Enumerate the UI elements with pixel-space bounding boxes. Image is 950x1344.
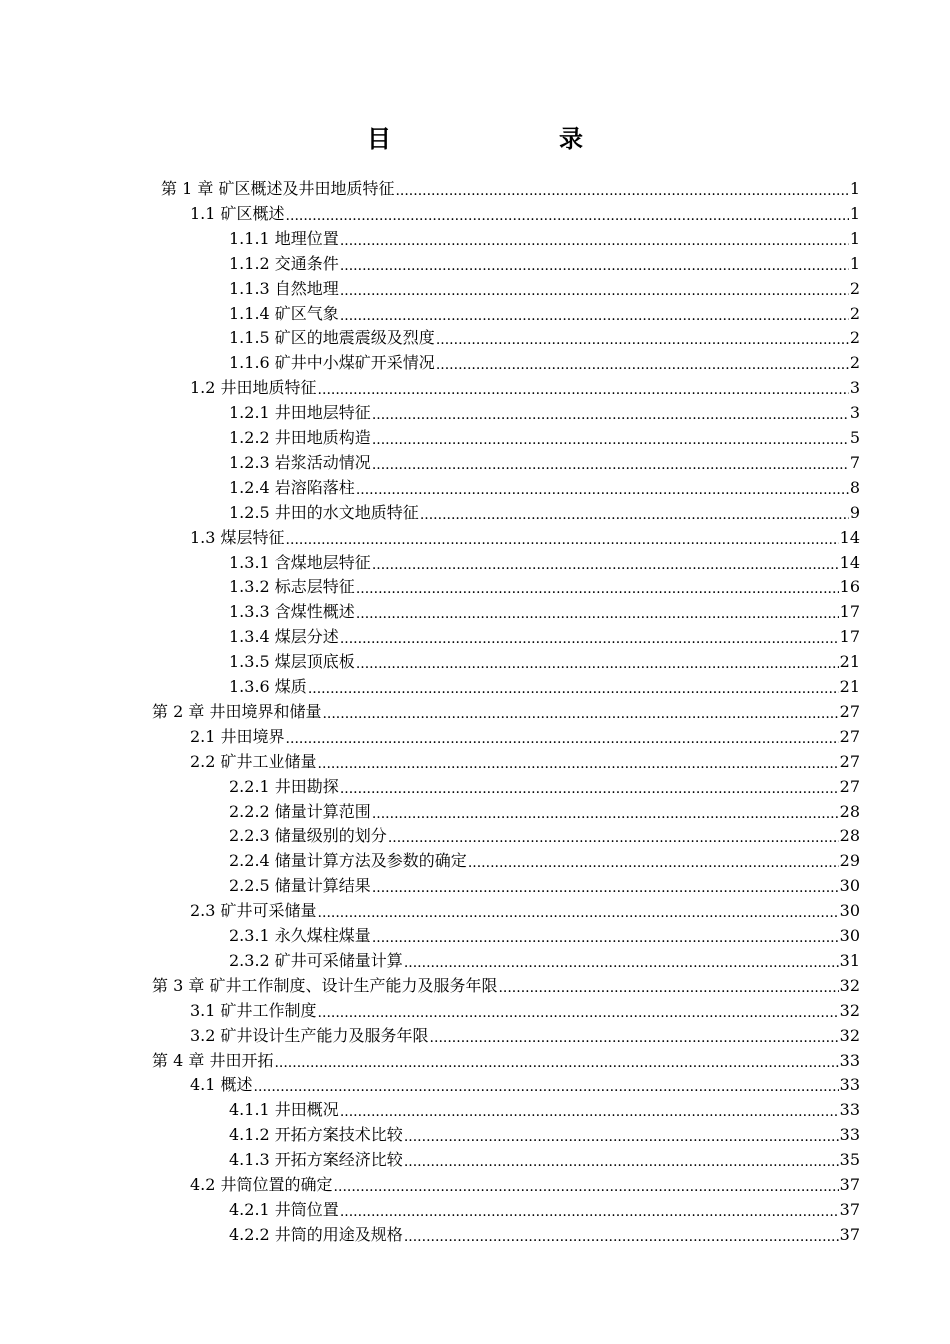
toc-entry-label: 2.3 矿井可采储量 bbox=[190, 901, 317, 920]
toc-entry[interactable] bbox=[229, 399, 860, 424]
toc-dot-leader bbox=[372, 925, 839, 947]
toc-entry-label: 1.2 井田地质特征 bbox=[190, 378, 317, 397]
toc-entry-label: 2.1 井田境界 bbox=[190, 727, 285, 746]
toc-entry[interactable] bbox=[229, 449, 860, 474]
toc-entry-label: 4.2 井筒位置的确定 bbox=[190, 1175, 333, 1194]
toc-entry-page-number: 35 bbox=[839, 1150, 860, 1169]
toc-entry-page-number: 3 bbox=[849, 403, 860, 422]
toc-entry-label: 1.3.2 标志层特征 bbox=[229, 577, 355, 596]
toc-entry-page-number: 1 bbox=[849, 204, 860, 223]
toc-entry[interactable] bbox=[229, 798, 860, 823]
toc-entry-label: 4.1.3 开拓方案经济比较 bbox=[229, 1150, 403, 1169]
toc-entry[interactable] bbox=[190, 997, 860, 1022]
toc-entry-label: 1.3.4 煤层分述 bbox=[229, 627, 339, 646]
toc-entry[interactable] bbox=[229, 847, 860, 872]
toc-dot-leader bbox=[340, 1099, 839, 1121]
toc-entry[interactable] bbox=[229, 922, 860, 947]
toc-entry[interactable] bbox=[152, 698, 860, 723]
toc-entry-label: 2.2.4 储量计算方法及参数的确定 bbox=[229, 851, 467, 870]
toc-entry-label: 1.2.2 井田地质构造 bbox=[229, 428, 371, 447]
toc-entry[interactable] bbox=[229, 300, 860, 325]
toc-dot-leader bbox=[372, 452, 849, 474]
toc-entry-page-number: 30 bbox=[839, 926, 860, 945]
toc-dot-leader bbox=[356, 651, 839, 673]
toc-dot-leader bbox=[420, 502, 849, 524]
toc-entry[interactable] bbox=[161, 175, 860, 200]
toc-entry[interactable] bbox=[229, 598, 860, 623]
toc-entry[interactable] bbox=[229, 499, 860, 524]
toc-entry-page-number: 27 bbox=[839, 752, 860, 771]
toc-entry-page-number: 30 bbox=[839, 876, 860, 895]
toc-dot-leader bbox=[430, 1025, 839, 1047]
toc-dot-leader bbox=[372, 801, 839, 823]
toc-dot-leader bbox=[372, 552, 839, 574]
toc-entry-page-number: 27 bbox=[839, 777, 860, 796]
toc-dot-leader bbox=[340, 253, 849, 275]
toc-entry-page-number: 14 bbox=[839, 553, 860, 572]
toc-dot-leader bbox=[356, 601, 839, 623]
toc-entry-page-number: 32 bbox=[839, 1001, 860, 1020]
toc-entry-label: 2.2 矿井工业储量 bbox=[190, 752, 317, 771]
toc-entry-page-number: 29 bbox=[839, 851, 860, 870]
toc-entry-page-number: 33 bbox=[839, 1075, 860, 1094]
toc-entry[interactable] bbox=[190, 1071, 860, 1096]
toc-entry-page-number: 28 bbox=[839, 802, 860, 821]
toc-dot-leader bbox=[404, 1124, 839, 1146]
toc-dot-leader bbox=[254, 1074, 839, 1096]
page-title: 目 录 bbox=[367, 125, 623, 153]
toc-entry-label: 1.2.4 岩溶陷落柱 bbox=[229, 478, 355, 497]
toc-entry-page-number: 21 bbox=[839, 652, 860, 671]
toc-entry-label: 第 1 章 矿区概述及井田地质特征 bbox=[161, 179, 395, 198]
toc-entry-page-number: 2 bbox=[849, 353, 860, 372]
toc-entry-page-number: 33 bbox=[839, 1125, 860, 1144]
toc-dot-leader bbox=[356, 477, 849, 499]
toc-dot-leader bbox=[404, 950, 839, 972]
toc-entry-page-number: 28 bbox=[839, 826, 860, 845]
toc-dot-leader bbox=[436, 352, 849, 374]
toc-dot-leader bbox=[334, 1174, 839, 1196]
toc-entry-label: 1.2.3 岩浆活动情况 bbox=[229, 453, 371, 472]
toc-entry-page-number: 30 bbox=[839, 901, 860, 920]
toc-dot-leader bbox=[318, 900, 839, 922]
toc-entry-page-number: 27 bbox=[839, 727, 860, 746]
toc-entry-label: 4.2.2 井筒的用途及规格 bbox=[229, 1225, 403, 1244]
toc-entry[interactable] bbox=[229, 822, 860, 847]
toc-entry-label: 2.2.5 储量计算结果 bbox=[229, 876, 371, 895]
toc-entry[interactable] bbox=[190, 200, 860, 225]
toc-entry[interactable] bbox=[190, 374, 860, 399]
toc-dot-leader bbox=[388, 825, 839, 847]
toc-entry[interactable] bbox=[229, 275, 860, 300]
toc-dot-leader bbox=[340, 303, 849, 325]
toc-dot-leader bbox=[340, 626, 839, 648]
toc-entry-label: 1.3.5 煤层顶底板 bbox=[229, 652, 355, 671]
toc-entry-page-number: 37 bbox=[839, 1225, 860, 1244]
toc-entry-label: 1.3.3 含煤性概述 bbox=[229, 602, 355, 621]
toc-entry[interactable] bbox=[229, 872, 860, 897]
toc-dot-leader bbox=[340, 776, 839, 798]
toc-entry-page-number: 37 bbox=[839, 1175, 860, 1194]
toc-entry[interactable] bbox=[229, 549, 860, 574]
toc-entry-page-number: 17 bbox=[839, 627, 860, 646]
toc-dot-leader bbox=[286, 726, 839, 748]
toc-entry-page-number: 14 bbox=[839, 528, 860, 547]
toc-entry[interactable] bbox=[229, 424, 860, 449]
toc-dot-leader bbox=[340, 228, 849, 250]
toc-dot-leader bbox=[372, 427, 849, 449]
toc-entry-page-number: 2 bbox=[849, 304, 860, 323]
toc-entry-label: 1.1.2 交通条件 bbox=[229, 254, 339, 273]
toc-entry[interactable] bbox=[229, 573, 860, 598]
toc-entry[interactable] bbox=[190, 897, 860, 922]
toc-entry[interactable] bbox=[229, 474, 860, 499]
toc-entry-label: 第 3 章 矿井工作制度、设计生产能力及服务年限 bbox=[152, 976, 498, 995]
toc-entry-page-number: 21 bbox=[839, 677, 860, 696]
toc-entry[interactable] bbox=[229, 1196, 860, 1221]
toc-dot-leader bbox=[468, 850, 839, 872]
toc-dot-leader bbox=[404, 1224, 839, 1246]
toc-entry-page-number: 37 bbox=[839, 1200, 860, 1219]
toc-entry-page-number: 27 bbox=[839, 702, 860, 721]
toc-entry-page-number: 1 bbox=[849, 179, 860, 198]
toc-dot-leader bbox=[274, 1050, 838, 1072]
toc-entry-label: 2.2.2 储量计算范围 bbox=[229, 802, 371, 821]
toc-entry[interactable] bbox=[229, 225, 860, 250]
toc-entry-label: 3.2 矿井设计生产能力及服务年限 bbox=[190, 1026, 429, 1045]
toc-entry-label: 1.3 煤层特征 bbox=[190, 528, 285, 547]
toc-entry-label: 3.1 矿井工作制度 bbox=[190, 1001, 317, 1020]
toc-entry-label: 1.1.5 矿区的地震震级及烈度 bbox=[229, 328, 435, 347]
toc-entry-page-number: 31 bbox=[839, 951, 860, 970]
toc-entry-page-number: 16 bbox=[839, 577, 860, 596]
toc-entry-page-number: 2 bbox=[849, 328, 860, 347]
toc-entry[interactable] bbox=[229, 947, 860, 972]
toc-entry[interactable] bbox=[229, 1221, 860, 1246]
toc-entry[interactable] bbox=[229, 1146, 860, 1171]
toc-entry[interactable] bbox=[229, 1096, 860, 1121]
toc-entry-page-number: 9 bbox=[849, 503, 860, 522]
toc-entry[interactable] bbox=[229, 673, 860, 698]
toc-entry-page-number: 3 bbox=[849, 378, 860, 397]
toc-entry-page-number: 32 bbox=[839, 976, 860, 995]
toc-dot-leader bbox=[436, 327, 849, 349]
toc-dot-leader bbox=[356, 576, 839, 598]
toc-entry-label: 1.1.6 矿井中小煤矿开采情况 bbox=[229, 353, 435, 372]
toc-entry-label: 第 2 章 井田境界和储量 bbox=[152, 702, 322, 721]
toc-dot-leader bbox=[395, 178, 848, 200]
toc-entry-page-number: 1 bbox=[849, 254, 860, 273]
toc-entry[interactable] bbox=[229, 1121, 860, 1146]
toc-entry-page-number: 1 bbox=[849, 229, 860, 248]
toc-entry-label: 2.2.1 井田勘探 bbox=[229, 777, 339, 796]
toc-entry[interactable] bbox=[229, 623, 860, 648]
toc-dot-leader bbox=[322, 701, 838, 723]
toc-entry-page-number: 32 bbox=[839, 1026, 860, 1045]
toc-entry-label: 4.1.2 开拓方案技术比较 bbox=[229, 1125, 403, 1144]
toc-entry[interactable] bbox=[152, 972, 860, 997]
toc-entry-label: 4.1.1 井田概况 bbox=[229, 1100, 339, 1119]
toc-dot-leader bbox=[498, 975, 838, 997]
toc-entry[interactable] bbox=[229, 648, 860, 673]
toc-dot-leader bbox=[286, 203, 849, 225]
toc-dot-leader bbox=[340, 1199, 839, 1221]
toc-entry-page-number: 33 bbox=[839, 1100, 860, 1119]
toc-entry-page-number: 33 bbox=[839, 1051, 860, 1070]
toc-entry[interactable] bbox=[229, 324, 860, 349]
toc-entry-label: 1.2.1 井田地层特征 bbox=[229, 403, 371, 422]
toc-entry-label: 2.2.3 储量级别的划分 bbox=[229, 826, 387, 845]
toc-entry-label: 1.1 矿区概述 bbox=[190, 204, 285, 223]
toc-entry-label: 1.3.1 含煤地层特征 bbox=[229, 553, 371, 572]
toc-entry-page-number: 7 bbox=[849, 453, 860, 472]
toc-entry-page-number: 2 bbox=[849, 279, 860, 298]
toc-entry-page-number: 5 bbox=[849, 428, 860, 447]
toc-entry-label: 1.2.5 井田的水文地质特征 bbox=[229, 503, 419, 522]
toc-entry-label: 4.2.1 井筒位置 bbox=[229, 1200, 339, 1219]
toc-dot-leader bbox=[404, 1149, 839, 1171]
toc-entry[interactable] bbox=[229, 773, 860, 798]
toc-entry-label: 1.1.3 自然地理 bbox=[229, 279, 339, 298]
toc-entry-label: 第 4 章 井田开拓 bbox=[152, 1051, 274, 1070]
toc-dot-leader bbox=[340, 278, 849, 300]
toc-dot-leader bbox=[318, 1000, 839, 1022]
toc-entry-label: 4.1 概述 bbox=[190, 1075, 253, 1094]
toc-entry[interactable] bbox=[229, 349, 860, 374]
toc-entry[interactable] bbox=[152, 1047, 860, 1072]
toc-entry-label: 1.3.6 煤质 bbox=[229, 677, 307, 696]
toc-dot-leader bbox=[318, 751, 839, 773]
toc-entry[interactable] bbox=[190, 1022, 860, 1047]
toc-dot-leader bbox=[286, 527, 839, 549]
toc-entry-label: 2.3.2 矿井可采储量计算 bbox=[229, 951, 403, 970]
toc-entry[interactable] bbox=[190, 1171, 860, 1196]
toc-dot-leader bbox=[372, 402, 849, 424]
toc-dot-leader bbox=[372, 875, 839, 897]
toc-entry[interactable] bbox=[229, 250, 860, 275]
toc-entry[interactable] bbox=[190, 524, 860, 549]
toc-entry[interactable] bbox=[190, 723, 860, 748]
toc-entry[interactable] bbox=[190, 748, 860, 773]
toc-dot-leader bbox=[318, 377, 849, 399]
toc-entry-page-number: 8 bbox=[849, 478, 860, 497]
toc-entry-label: 1.1.4 矿区气象 bbox=[229, 304, 339, 323]
toc-entry-label: 1.1.1 地理位置 bbox=[229, 229, 339, 248]
toc-entry-page-number: 17 bbox=[839, 602, 860, 621]
toc-entry-label: 2.3.1 永久煤柱煤量 bbox=[229, 926, 371, 945]
toc-dot-leader bbox=[308, 676, 839, 698]
